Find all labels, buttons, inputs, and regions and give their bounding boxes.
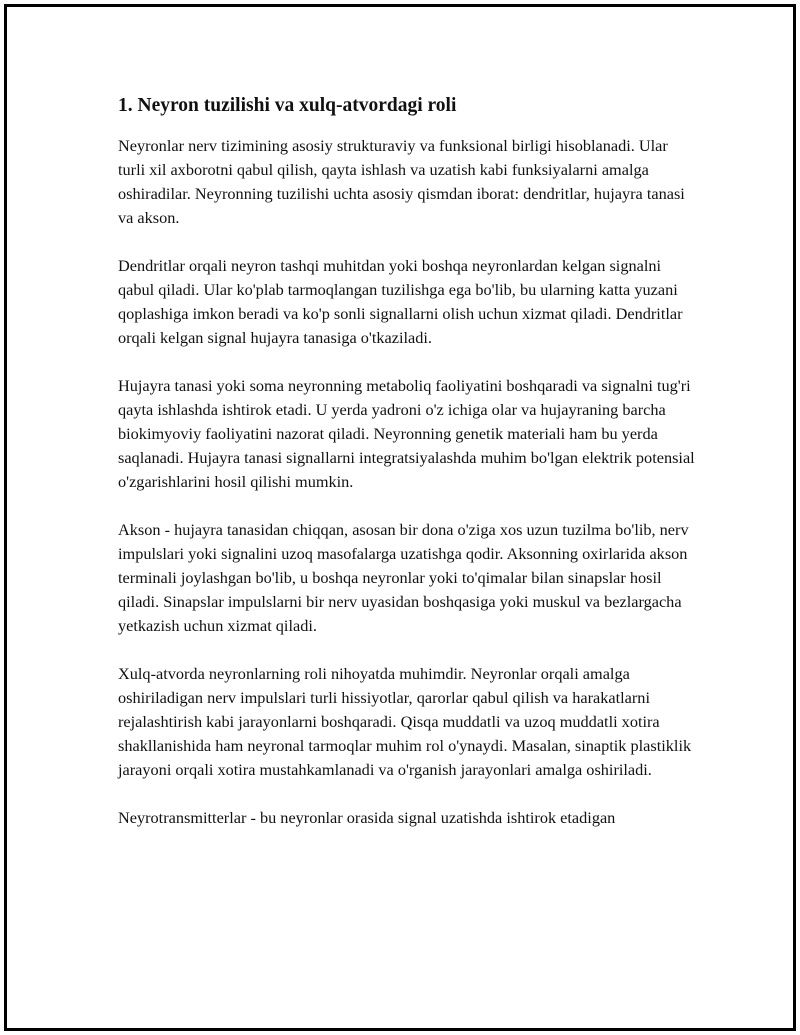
paragraph-neuron-intro: Neyronlar nerv tizimining asosiy strukturaviy va funksional birligi hisoblanadi. Ular turli xil axborotni qabul qilish, qayta ishlash va uzatish kabi funksiyalarni amalga oshiradilar. Neyronning tuzilishi uchta asosiy qismdan iborat: dendritlar, hujayra tanasi va akson.	[118, 136, 685, 227]
section-heading: 1. Neyron tuzilishi va xulq-atvordagi roli	[118, 95, 457, 116]
document-body	[118, 92, 698, 854]
paragraph-neurotransmitters: Neyrotransmitterlar - bu neyronlar orasida signal uzatishda ishtirok etadigan	[118, 808, 616, 827]
paragraph-axon: Akson - hujayra tanasidan chiqqan, asosan bir dona o'ziga xos uzun tuzilma bo'lib, nerv impulslari yoki signalini uzoq masofalarga uzatishga qodir. Aksonning oxirlarida akson terminali joylashgan bo'lib, u boshqa neyronlar yoki to'qimalar bilan sinapslar hosil qiladi. Sinapslar impulslarni bir nerv uyasidan boshqasiga yoki muskul va bezlargacha yetkazish uchun xizmat qiladi.	[118, 520, 689, 635]
paragraph-behavior-role: Xulq-atvorda neyronlarning roli nihoyatda muhimdir. Neyronlar orqali amalga oshiriladigan nerv impulslari turli hissiyotlar, qarorlar qabul qilish va harakatlarni rejalashtirish kabi jarayonlarni boshqaradi. Qisqa muddatli va uzoq muddatli xotira shakllanishida ham neyronal tarmoqlar muhim rol o'ynaydi. Masalan, sinaptik plastiklik jarayoni orqali xotira mustahkamlanadi va o'rganish jarayonlari amalga oshiriladi.	[118, 664, 692, 779]
paragraph-cell-body: Hujayra tanasi yoki soma neyronning metaboliq faoliyatini boshqaradi va signalni tug'ri qayta ishlashda ishtirok etadi. U yerda yadroni o'z ichiga olar va hujayraning barcha biokimyoviy faoliyatini nazorat qiladi. Neyronning genetik materiali ham bu yerda saqlanadi. Hujayra tanasi signallarni integratsiyalashda muhim bo'lgan elektrik potensial o'zgarishlarini hosil qilishi mumkin.	[118, 376, 695, 491]
paragraph-dendrites: Dendritlar orqali neyron tashqi muhitdan yoki boshqa neyronlardan kelgan signalni qabul qiladi. Ular ko'plab tarmoqlangan tuzilishga ega bo'lib, bu ularning katta yuzani qoplashiga imkon beradi va ko'p sonli signallarni olish uchun xizmat qiladi. Dendritlar orqali kelgan signal hujayra tanasiga o'tkaziladi.	[118, 256, 683, 347]
